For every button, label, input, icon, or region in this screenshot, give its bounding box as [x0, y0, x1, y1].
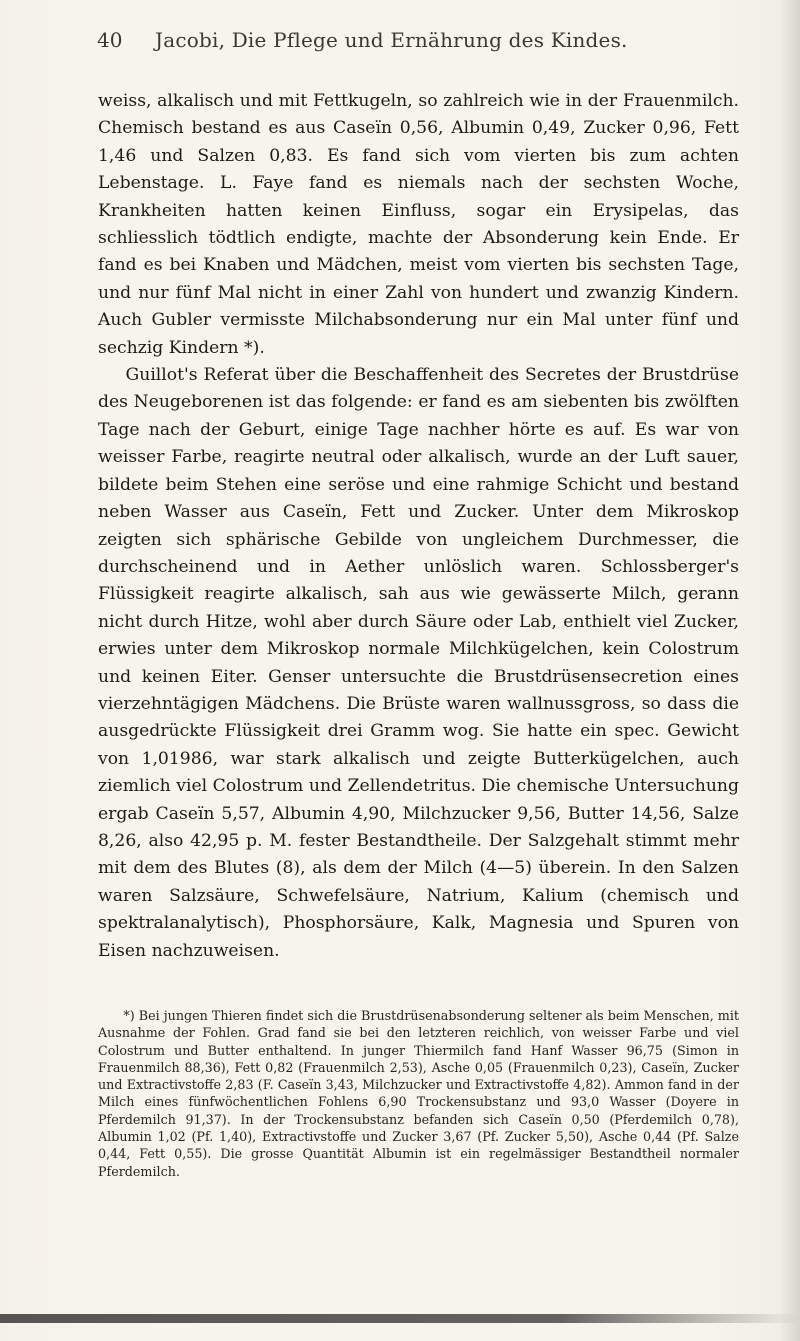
footnote-text: *) Bei jungen Thieren findet sich die Brustdrüsenabsonderung seltener als beim Menschen, mit Ausnahme der Fohlen. Grad fand sie bei den letzteren reichlich, von weisser Farbe und viel Colostrum und Butter enthaltend. In junger Thiermilch fand Hanf Wasser 96,75 (Simon in Frauenmilch 88,36), Fett 0,82 (Frauenmilch 2,53), Asche 0,05 (Frauenmilch 0,23), Caseïn, Zucker und Extractivstoffe 2,83 (F. Caseïn 3,43, Milchzucker und Extractivstoffe 4,82). Ammon fand in der Milch eines fünfwöchentlichen Fohlens 6,90 Trockensubstanz und 93,0 Wasser (Doyere in Pferdemilch 91,37). In der Trockensubstanz befanden sich Caseïn 0,50 (Pferdemilch 0,78), Albumin 1,02 (Pf. 1,40), Extractivstoffe und Zucker 3,67 (Pf. Zucker 5,50), Asche 0,44 (Pf. Salze 0,44, Fett 0,55). Die grosse Quantität Albumin ist ein regelmässiger Bestandtheil normaler Pferdemilch.: [98, 1008, 739, 1179]
body-paragraph-1: weiss, alkalisch und mit Fettkugeln, so zahlreich wie in der Frauenmilch. Chemisch bestand es aus Caseïn 0,56, Albumin 0,49, Zucker 0,96, Fett 1,46 und Salzen 0,83. Es fand sich vom vierten bis zum achten Lebenstage. L. Faye fand es niemals nach der sechsten Woche, Krankheiten hatten keinen Einfluss, sogar ein Erysipelas, das schliesslich tödtlich endigte, machte der Absonderung kein Ende. Er fand es bei Knaben und Mädchen, meist vom vierten bis sechsten Tage, und nur fünf Mal nicht in einer Zahl von hundert und zwanzig Kindern. Auch Gubler vermisste Milchabsonderung nur ein Mal unter fünf und sechzig Kindern *).: [98, 91, 739, 358]
page-number: 40: [97, 28, 123, 52]
running-title: Jacobi, Die Pflege und Ernährung des Kindes.: [155, 28, 628, 52]
bottom-rule: [0, 1314, 800, 1323]
main-text: [98, 88, 739, 965]
page-edge-shadow: [778, 0, 800, 1341]
body-paragraph-2: Guillot's Referat über die Beschaffenheit des Secretes der Brustdrüse des Neugeborenen ist das folgende: er fand es am siebenten bis zwölften Tage nach der Geburt, einige Tage nachher hörte es auf. Es war von weisser Farbe, reagirte neutral oder alkalisch, wurde an der Luft sauer, bildete beim Stehen eine seröse und eine rahmige Schicht und bestand neben Wasser aus Caseïn, Fett und Zucker. Unter dem Mikroskop zeigten sich sphärische Gebilde von ungleichem Durchmesser, die durchscheinend und in Aether unlöslich waren. Schlossberger's Flüssigkeit reagirte alkalisch, sah aus wie gewässerte Milch, gerann nicht durch Hitze, wohl aber durch Säure oder Lab, enthielt viel Zucker, erwies unter dem Mikroskop normale Milchkügelchen, kein Colostrum und keinen Eiter. Genser untersuchte die Brustdrüsensecretion eines vierzehntägigen Mädchens. Die Brüste waren wallnussgross, so dass die ausgedrückte Flüssigkeit drei Gramm wog. Sie hatte ein spec. Gewicht von 1,01986, war stark alkalisch und zeigte Butterkügelchen, auch ziemlich viel Colostrum und Zellendetritus. Die chemische Untersuchung ergab Caseïn 5,57, Albumin 4,90, Milchzucker 9,56, Butter 14,56, Salze 8,26, also 42,95 p. M. fester Bestandtheile. Der Salzgehalt stimmt mehr mit dem des Blutes (8), als dem der Milch (4—5) überein. In den Salzen waren Salzsäure, Schwefelsäure, Natrium, Kalium (chemisch und spektralanalytisch), Phosphorsäure, Kalk, Magnesia und Spuren von Eisen nachzuweisen.: [98, 365, 739, 961]
footnote: [98, 1007, 739, 1180]
page-header: [97, 28, 737, 56]
